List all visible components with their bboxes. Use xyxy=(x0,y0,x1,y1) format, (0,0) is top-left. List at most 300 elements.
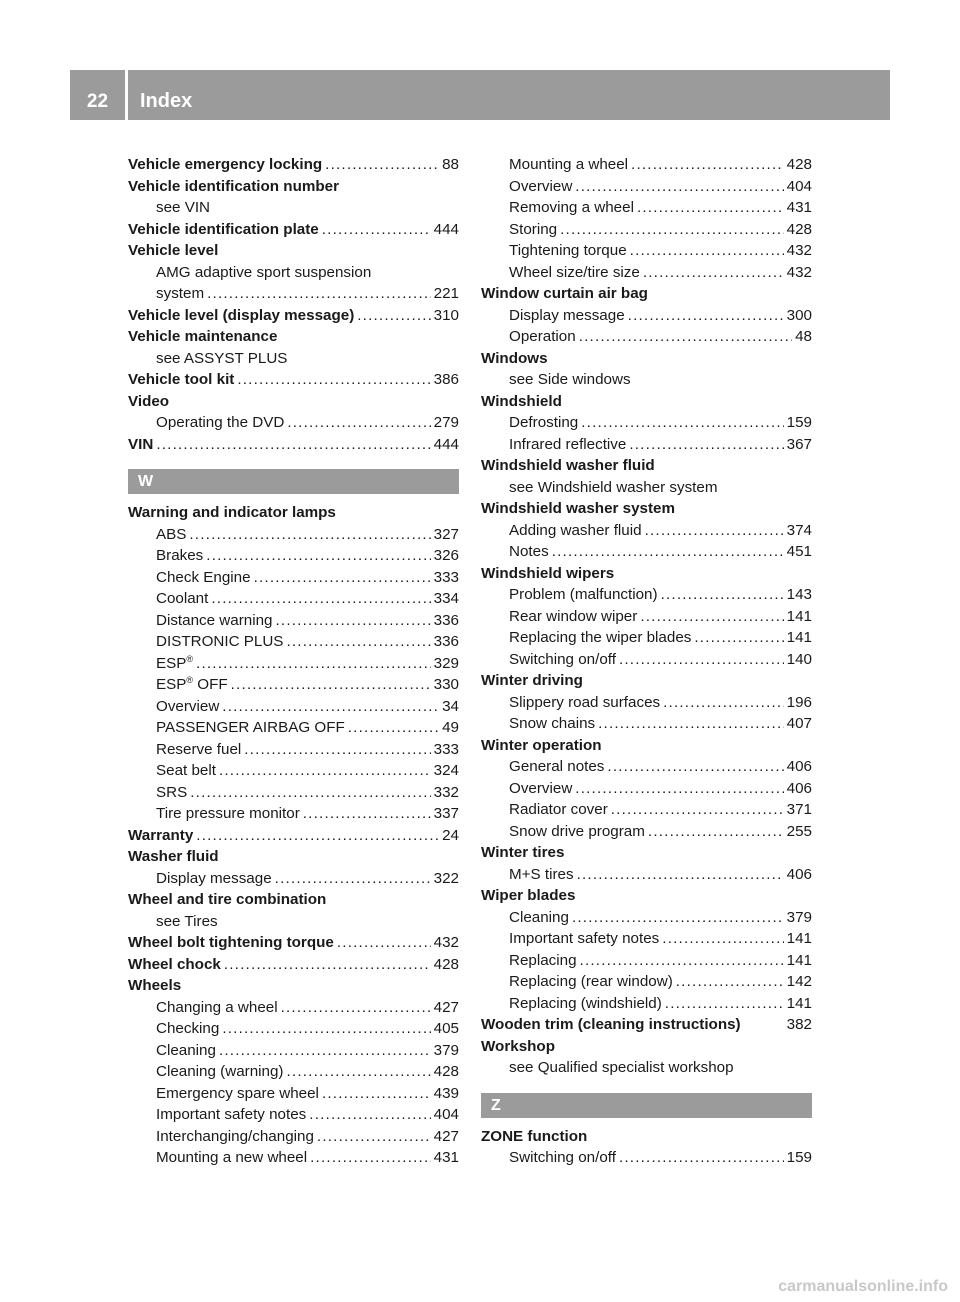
entry-text: see Tires xyxy=(156,912,218,930)
index-subentry xyxy=(481,176,812,198)
leader-dots xyxy=(572,907,784,929)
leader-dots xyxy=(579,326,792,348)
registered-mark: ® xyxy=(186,653,194,664)
leader-dots xyxy=(577,864,784,886)
index-subentry xyxy=(481,950,812,972)
page-reference: 379 xyxy=(786,908,812,926)
entry-text: see ASSYST PLUS xyxy=(156,349,288,367)
page-reference: 374 xyxy=(786,521,812,539)
leader-dots xyxy=(357,305,430,327)
entry-text: M+S tires xyxy=(509,865,574,883)
page-reference: 427 xyxy=(433,1127,459,1145)
page-reference: 371 xyxy=(786,801,812,818)
entry-text: DISTRONIC PLUS xyxy=(156,633,284,650)
index-subentry xyxy=(128,348,459,370)
entry-text: Adding washer fluid xyxy=(509,521,642,539)
entry-text: system xyxy=(156,285,205,302)
page-reference: 432 xyxy=(786,263,812,281)
entry-text: Display message xyxy=(156,869,272,887)
page-reference: 300 xyxy=(786,306,812,324)
index-entry xyxy=(128,219,459,241)
index-subentry xyxy=(128,782,459,804)
page-reference: 336 xyxy=(433,633,459,650)
index-subentry xyxy=(128,524,459,546)
index-subentry xyxy=(481,541,812,563)
entry-text: Overview xyxy=(509,177,573,195)
index-entry xyxy=(128,369,459,391)
index-subentry xyxy=(481,477,812,499)
leader-dots xyxy=(648,821,784,843)
index-entry xyxy=(128,240,459,262)
index-entry xyxy=(481,348,812,370)
index-subentry xyxy=(128,262,459,284)
leader-dots xyxy=(254,567,431,589)
leader-dots xyxy=(581,412,783,434)
entry-text: Vehicle identification plate xyxy=(128,220,319,238)
page-reference: 367 xyxy=(786,435,812,453)
index-subentry xyxy=(128,545,459,567)
index-subentry xyxy=(128,1083,459,1105)
index-subentry xyxy=(481,1057,812,1079)
entry-text: Wooden trim (cleaning instructions) xyxy=(481,1016,741,1033)
entry-text: Wiper blades xyxy=(481,887,576,904)
entry-text: Replacing the wiper blades xyxy=(509,629,692,646)
entry-text: Windshield xyxy=(481,392,562,410)
leader-dots xyxy=(207,283,431,305)
index-subentry xyxy=(481,369,812,391)
entry-text: Switching on/off xyxy=(509,1149,616,1166)
page-reference: 451 xyxy=(786,543,812,560)
entry-text: Windshield washer system xyxy=(481,500,675,517)
index-column-right xyxy=(481,154,812,1169)
page-reference: 255 xyxy=(786,822,812,840)
watermark: carmanualsonline.info xyxy=(778,1278,948,1295)
entry-text: Slippery road surfaces xyxy=(509,693,661,711)
page-reference: 196 xyxy=(786,693,812,711)
entry-text: Snow chains xyxy=(509,715,596,732)
leader-dots xyxy=(661,584,784,606)
leader-dots xyxy=(317,1126,431,1148)
index-subentry xyxy=(128,739,459,761)
leader-dots xyxy=(303,803,431,825)
entry-text: Cleaning xyxy=(509,908,569,926)
page-reference: 159 xyxy=(786,414,812,431)
page-reference: 405 xyxy=(433,1020,459,1037)
page-reference: 386 xyxy=(433,371,459,388)
entry-text: Mounting a new wheel xyxy=(156,1149,308,1166)
entry-text: Operating the DVD xyxy=(156,414,285,431)
leader-dots xyxy=(676,971,784,993)
entry-text: Rear window wiper xyxy=(509,607,638,625)
entry-text: Washer fluid xyxy=(128,848,219,865)
page-reference: 159 xyxy=(786,1149,812,1166)
index-entry xyxy=(128,954,459,976)
page-reference: 432 xyxy=(786,242,812,259)
index-entry xyxy=(128,889,459,911)
index-subentry xyxy=(481,993,812,1015)
index-entry xyxy=(481,735,812,757)
leader-dots xyxy=(643,262,784,284)
section-letter-heading: W xyxy=(128,469,459,494)
page-title: Index xyxy=(140,89,193,112)
leader-dots xyxy=(640,606,783,628)
entry-text: Removing a wheel xyxy=(509,199,634,216)
index-subentry xyxy=(128,803,459,825)
index-entry xyxy=(128,176,459,198)
leader-dots xyxy=(244,739,430,761)
index-subentry xyxy=(128,412,459,434)
entry-text: Vehicle tool kit xyxy=(128,371,235,388)
leader-dots xyxy=(219,760,431,782)
entry-text: Wheel and tire combination xyxy=(128,891,327,908)
index-entry xyxy=(481,283,812,305)
index-entry xyxy=(481,1014,812,1036)
leader-dots xyxy=(628,305,784,327)
page-reference: 428 xyxy=(433,1063,459,1080)
leader-dots xyxy=(607,756,783,778)
entry-text: Windows xyxy=(481,349,548,367)
leader-dots xyxy=(663,692,784,714)
index-entry xyxy=(481,391,812,413)
page-reference: 333 xyxy=(433,568,459,586)
index-entry xyxy=(481,1036,812,1058)
index-subentry xyxy=(481,584,812,606)
leader-dots xyxy=(694,627,783,649)
entry-text: General notes xyxy=(509,758,605,775)
page-reference: 406 xyxy=(786,865,812,883)
entry-text: Important safety notes xyxy=(156,1106,307,1123)
entry-text: Infrared reflective xyxy=(509,435,627,453)
leader-dots xyxy=(231,674,431,696)
leader-dots xyxy=(662,928,783,950)
index-entry xyxy=(128,975,459,997)
entry-text: Interchanging/changing xyxy=(156,1127,314,1145)
leader-dots xyxy=(206,545,430,567)
leader-dots xyxy=(580,950,784,972)
page-reference: 34 xyxy=(442,697,459,715)
leader-dots xyxy=(665,993,784,1015)
page-reference: 279 xyxy=(433,414,459,431)
entry-text: Coolant xyxy=(156,590,209,607)
entry-text: VIN xyxy=(128,435,154,453)
index-entry xyxy=(128,326,459,348)
entry-text: Workshop xyxy=(481,1037,555,1055)
entry-text: Defrosting xyxy=(509,414,579,431)
entry-text: Radiator cover xyxy=(509,801,608,818)
entry-text: Tightening torque xyxy=(509,242,627,259)
index-subentry xyxy=(481,756,812,778)
index-entry xyxy=(128,305,459,327)
entry-text: Problem (malfunction) xyxy=(509,586,658,603)
page-reference: 337 xyxy=(433,805,459,822)
index-entry xyxy=(128,846,459,868)
entry-text: ABS xyxy=(156,525,187,543)
page-reference: 141 xyxy=(786,930,812,947)
entry-text: Tire pressure monitor xyxy=(156,805,300,822)
leader-dots xyxy=(156,434,430,456)
entry-text: see Qualified specialist workshop xyxy=(509,1059,734,1076)
leader-dots xyxy=(222,696,439,718)
page-reference: 49 xyxy=(442,719,459,736)
index-subentry xyxy=(481,907,812,929)
entry-text: Replacing (rear window) xyxy=(509,973,673,990)
entry-text-suffix: OFF xyxy=(193,676,228,693)
leader-dots xyxy=(630,240,784,262)
page-reference: 404 xyxy=(786,177,812,195)
leader-dots xyxy=(190,782,430,804)
page-reference: 326 xyxy=(433,547,459,564)
entry-text xyxy=(156,653,193,675)
index-subentry xyxy=(481,154,812,176)
index-entry xyxy=(481,498,812,520)
page-reference: 444 xyxy=(433,435,459,453)
entry-text: Wheel chock xyxy=(128,955,221,973)
index-subentry xyxy=(481,821,812,843)
page-reference: 407 xyxy=(786,715,812,732)
page-reference: 329 xyxy=(433,654,459,672)
entry-text: Overview xyxy=(509,779,573,797)
index-entry xyxy=(128,825,459,847)
leader-dots xyxy=(598,713,784,735)
registered-mark: ® xyxy=(186,674,194,685)
entry-text: Emergency spare wheel xyxy=(156,1084,319,1102)
index-subentry xyxy=(128,567,459,589)
index-entry xyxy=(128,154,459,176)
entry-text: Checking xyxy=(156,1020,220,1037)
page-reference: 221 xyxy=(433,285,459,302)
page-reference: 310 xyxy=(433,306,459,324)
leader-dots xyxy=(224,954,431,976)
entry-text: Wheel size/tire size xyxy=(509,263,640,281)
entry-text: Changing a wheel xyxy=(156,998,278,1016)
page-reference: 439 xyxy=(433,1084,459,1102)
entry-text: SRS xyxy=(156,783,188,801)
entry-text: Winter operation xyxy=(481,736,602,754)
entry-text: see Windshield washer system xyxy=(509,478,718,496)
index-subentry xyxy=(128,1018,459,1040)
index-subentry xyxy=(128,696,459,718)
index-subentry xyxy=(481,627,812,649)
page-reference: 141 xyxy=(786,629,812,646)
page-reference: 141 xyxy=(786,994,812,1012)
index-subentry xyxy=(481,326,812,348)
index-subentry xyxy=(128,588,459,610)
entry-text: Overview xyxy=(156,697,220,715)
header-divider xyxy=(125,70,128,120)
leader-dots xyxy=(275,868,431,890)
index-entry xyxy=(481,563,812,585)
index-entry xyxy=(128,932,459,954)
entry-text: Display message xyxy=(509,306,625,324)
page-number: 22 xyxy=(86,91,109,112)
index-subentry xyxy=(481,971,812,993)
leader-dots xyxy=(222,1018,430,1040)
index-subentry xyxy=(128,1040,459,1062)
page-reference: 334 xyxy=(433,590,459,607)
entry-text: Vehicle level (display message) xyxy=(128,306,355,324)
entry-text: Snow drive program xyxy=(509,822,645,840)
leader-dots xyxy=(281,997,431,1019)
entry-text: Warranty xyxy=(128,826,194,844)
leader-dots xyxy=(237,369,430,391)
page-reference: 330 xyxy=(433,676,459,693)
leader-dots xyxy=(611,799,784,821)
leader-dots xyxy=(552,541,784,563)
index-subentry xyxy=(128,868,459,890)
entry-text-main: ESP xyxy=(156,676,187,693)
entry-text: Windshield wipers xyxy=(481,564,615,582)
leader-dots xyxy=(196,825,439,847)
entry-text: Check Engine xyxy=(156,568,251,586)
index-subentry xyxy=(481,1147,812,1169)
index-subentry xyxy=(481,799,812,821)
index-subentry xyxy=(128,1126,459,1148)
entry-text: Wheels xyxy=(128,977,182,994)
page-reference: 336 xyxy=(433,611,459,629)
page-reference: 428 xyxy=(786,156,812,173)
entry-text xyxy=(156,674,228,696)
leader-dots xyxy=(337,932,431,954)
entry-text: Windshield washer fluid xyxy=(481,457,655,474)
index-subentry xyxy=(481,305,812,327)
leader-dots xyxy=(196,653,431,675)
page-reference: 332 xyxy=(433,783,459,801)
page-reference: 142 xyxy=(786,973,812,990)
entry-text: Replacing (windshield) xyxy=(509,994,662,1012)
leader-dots xyxy=(287,412,430,434)
entry-text: Wheel bolt tightening torque xyxy=(128,934,334,951)
index-subentry xyxy=(481,240,812,262)
entry-text: Important safety notes xyxy=(509,930,660,947)
entry-text: AMG adaptive sport suspension xyxy=(156,263,372,281)
page-reference: 141 xyxy=(786,607,812,625)
leader-dots xyxy=(286,631,430,653)
index-subentry xyxy=(128,1147,459,1169)
index-entry xyxy=(481,670,812,692)
entry-text-main: ESP xyxy=(156,654,187,672)
leader-dots xyxy=(219,1040,431,1062)
index-subentry xyxy=(481,197,812,219)
page-reference: 432 xyxy=(433,934,459,951)
index-subentry xyxy=(128,1104,459,1126)
entry-text: Seat belt xyxy=(156,762,216,779)
entry-text: Cleaning (warning) xyxy=(156,1063,284,1080)
page-reference: 428 xyxy=(786,220,812,238)
entry-text: Mounting a wheel xyxy=(509,156,629,173)
entry-text: Replacing xyxy=(509,951,577,969)
index-subentry xyxy=(128,653,459,675)
leader-dots xyxy=(629,434,783,456)
entry-text: Storing xyxy=(509,220,558,238)
entry-text: Cleaning xyxy=(156,1041,216,1059)
leader-dots xyxy=(637,197,784,219)
index-subentry xyxy=(128,911,459,933)
entry-text: Vehicle emergency locking xyxy=(128,156,323,173)
leader-dots xyxy=(286,1061,430,1083)
index-subentry xyxy=(128,717,459,739)
index-subentry xyxy=(481,520,812,542)
index-subentry xyxy=(128,760,459,782)
index-subentry xyxy=(481,649,812,671)
page-reference: 88 xyxy=(442,156,459,173)
page-reference: 379 xyxy=(433,1041,459,1059)
page-reference: 24 xyxy=(442,826,459,844)
leader-dots xyxy=(348,717,439,739)
index-subentry xyxy=(481,219,812,241)
page-reference: 428 xyxy=(433,955,459,973)
index-subentry xyxy=(481,412,812,434)
index-subentry xyxy=(481,928,812,950)
page-reference: 333 xyxy=(433,740,459,758)
index-entry xyxy=(481,842,812,864)
entry-text: ZONE function xyxy=(481,1127,588,1145)
page-reference: 143 xyxy=(786,586,812,603)
leader-dots xyxy=(575,176,783,198)
index-subentry xyxy=(128,1061,459,1083)
index-column-left xyxy=(128,154,459,1169)
page-reference: 404 xyxy=(433,1106,459,1123)
index-subentry xyxy=(128,631,459,653)
leader-dots xyxy=(619,649,784,671)
index-subentry xyxy=(481,864,812,886)
page-header xyxy=(70,70,890,120)
index-subentry xyxy=(128,674,459,696)
page-reference: 141 xyxy=(786,951,812,969)
entry-text: Vehicle maintenance xyxy=(128,328,278,345)
entry-text: see VIN xyxy=(156,199,211,216)
entry-text: Winter tires xyxy=(481,844,565,861)
index-subentry xyxy=(128,610,459,632)
index-subentry xyxy=(481,692,812,714)
leader-dots xyxy=(322,1083,431,1105)
page-reference: 322 xyxy=(433,869,459,887)
entry-text: Vehicle level xyxy=(128,242,219,259)
entry-text: Operation xyxy=(509,328,576,345)
entry-text: Winter driving xyxy=(481,672,583,689)
entry-text: Switching on/off xyxy=(509,650,616,668)
section-letter-heading: Z xyxy=(481,1093,812,1118)
index-subentry xyxy=(481,434,812,456)
page-reference: 431 xyxy=(786,199,812,216)
index-entry xyxy=(128,391,459,413)
index-subentry xyxy=(128,283,459,305)
leader-dots xyxy=(189,524,430,546)
index-subentry xyxy=(128,197,459,219)
leader-dots xyxy=(309,1104,430,1126)
leader-dots xyxy=(310,1147,431,1169)
page-reference: 431 xyxy=(433,1149,459,1166)
entry-text: Video xyxy=(128,392,170,410)
leader-dots xyxy=(575,778,783,800)
page-reference: 48 xyxy=(795,328,812,345)
index-entry xyxy=(481,1126,812,1148)
leader-dots xyxy=(560,219,784,241)
entry-text: Notes xyxy=(509,543,549,560)
entry-text: Distance warning xyxy=(156,611,273,629)
page-reference: 406 xyxy=(786,779,812,797)
entry-text: PASSENGER AIRBAG OFF xyxy=(156,719,345,736)
index-subentry xyxy=(128,997,459,1019)
index-subentry xyxy=(481,262,812,284)
page-reference: 327 xyxy=(433,525,459,543)
index-subentry xyxy=(481,606,812,628)
entry-text: Reserve fuel xyxy=(156,740,242,758)
index-entry xyxy=(128,502,459,524)
index-entry xyxy=(481,455,812,477)
leader-dots xyxy=(322,219,431,241)
page-reference: 444 xyxy=(433,220,459,238)
page-reference: 140 xyxy=(786,650,812,668)
